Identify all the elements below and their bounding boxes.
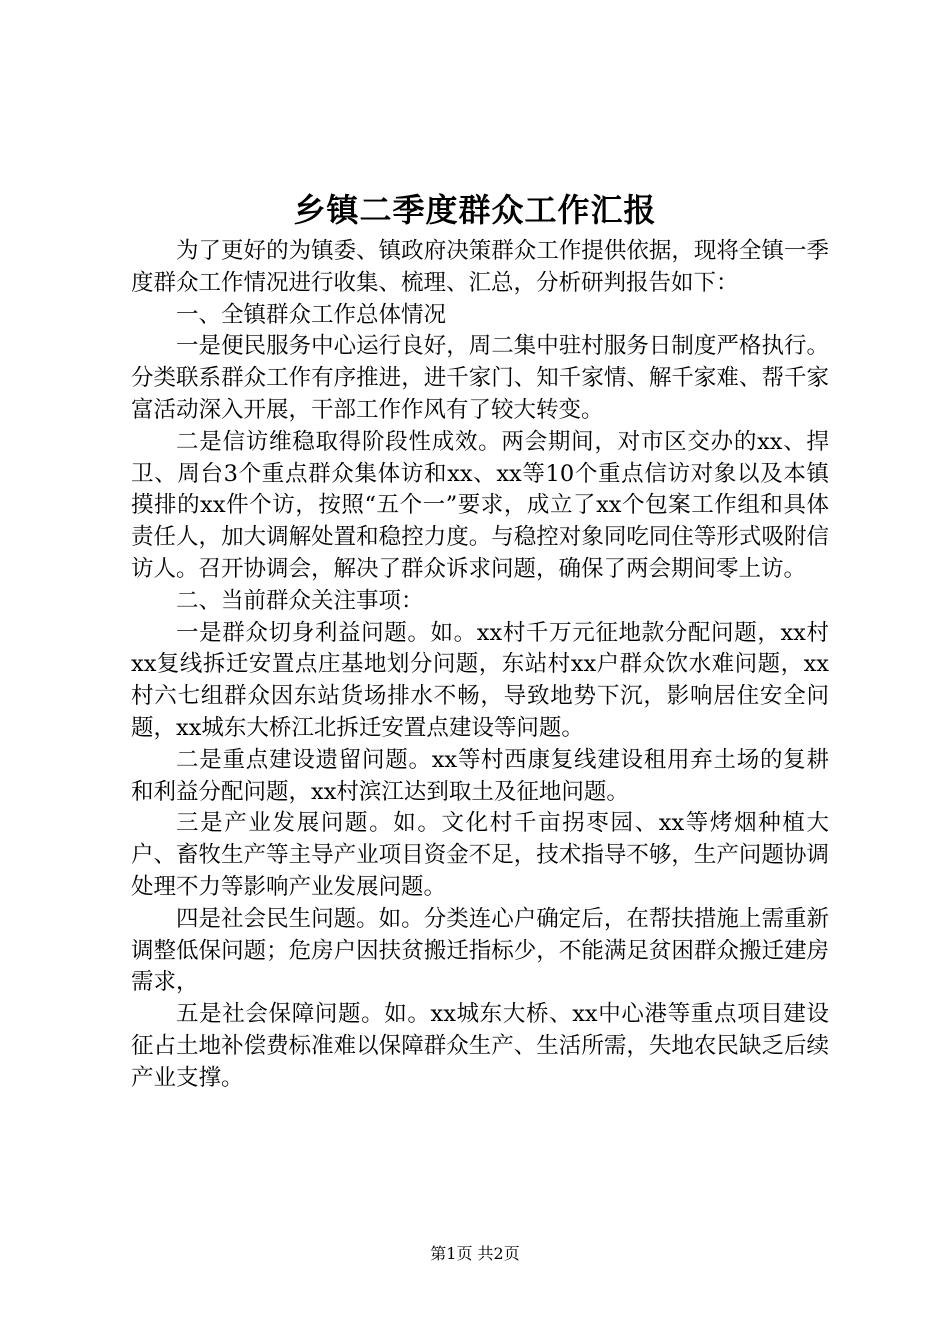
- section-heading-1: 一、全镇群众工作总体情况: [176, 301, 447, 328]
- paragraph-interests: 一是群众切身利益问题。如。xx村千万元征地款分配问题，xx村xx复线拆迁安置点庄基地划分问题，东站村xx户群众饮水难问题，xx村六七组群众因东站货场排水不畅，导致地势下沉，影响居住安全问题，xx城东大桥江北拆迁安置点建设等问题。: [131, 619, 829, 741]
- document-title: 乡镇二季度群众工作汇报: [293, 191, 657, 229]
- paragraph-intro: 为了更好的为镇委、镇政府决策群众工作提供依据，现将全镇一季度群众工作情况进行收集、梳理、汇总，分析研判报告如下：: [131, 238, 829, 296]
- paragraph-social-security: 五是社会保障问题。如。xx城东大桥、xx中心港等重点项目建设征占土地补偿费标准难以保障群众生产、生活所需，失地农民缺乏后续产业支撑。: [131, 1001, 829, 1091]
- section-heading-2: 二、当前群众关注事项：: [176, 587, 424, 614]
- paragraph-service-center: 一是便民服务中心运行良好，周二集中驻村服务日制度严格执行。分类联系群众工作有序推进，进千家门、知千家情、解千家难、帮千家富活动深入开展，干部工作作风有了较大转变。: [131, 333, 829, 423]
- paragraph-livelihood: 四是社会民生问题。如。分类连心户确定后，在帮扶措施上需重新调整低保问题；危房户因扶贫搬迁指标少，不能满足贫困群众搬迁建房需求，: [131, 905, 829, 996]
- paragraph-construction: 二是重点建设遗留问题。xx等村西康复线建设租用弃土场的复耕和利益分配问题，xx村滨江达到取土及征地问题。: [131, 746, 829, 805]
- paragraph-petition: 二是信访维稳取得阶段性成效。两会期间，对市区交办的xx、捍卫、周台3个重点群众集体访和xx、xx等10个重点信访对象以及本镇摸排的xx件个访，按照“五个一”要求，成立了xx个包案工作组和具体责任人，加大调解处置和稳控力度。与稳控对象同吃同住等形式吸附信访人。召开协调会，解决了群众诉求问题，确保了两会期间零上访。: [131, 428, 829, 582]
- page-footer: 第1页 共2页: [430, 1244, 520, 1263]
- document-body: [131, 236, 829, 1095]
- paragraph-industry: 三是产业发展问题。如。文化村千亩拐枣园、xx等烤烟种植大户、畜牧生产等主导产业项目资金不足，技术指导不够，生产问题协调处理不力等影响产业发展问题。: [131, 810, 829, 900]
